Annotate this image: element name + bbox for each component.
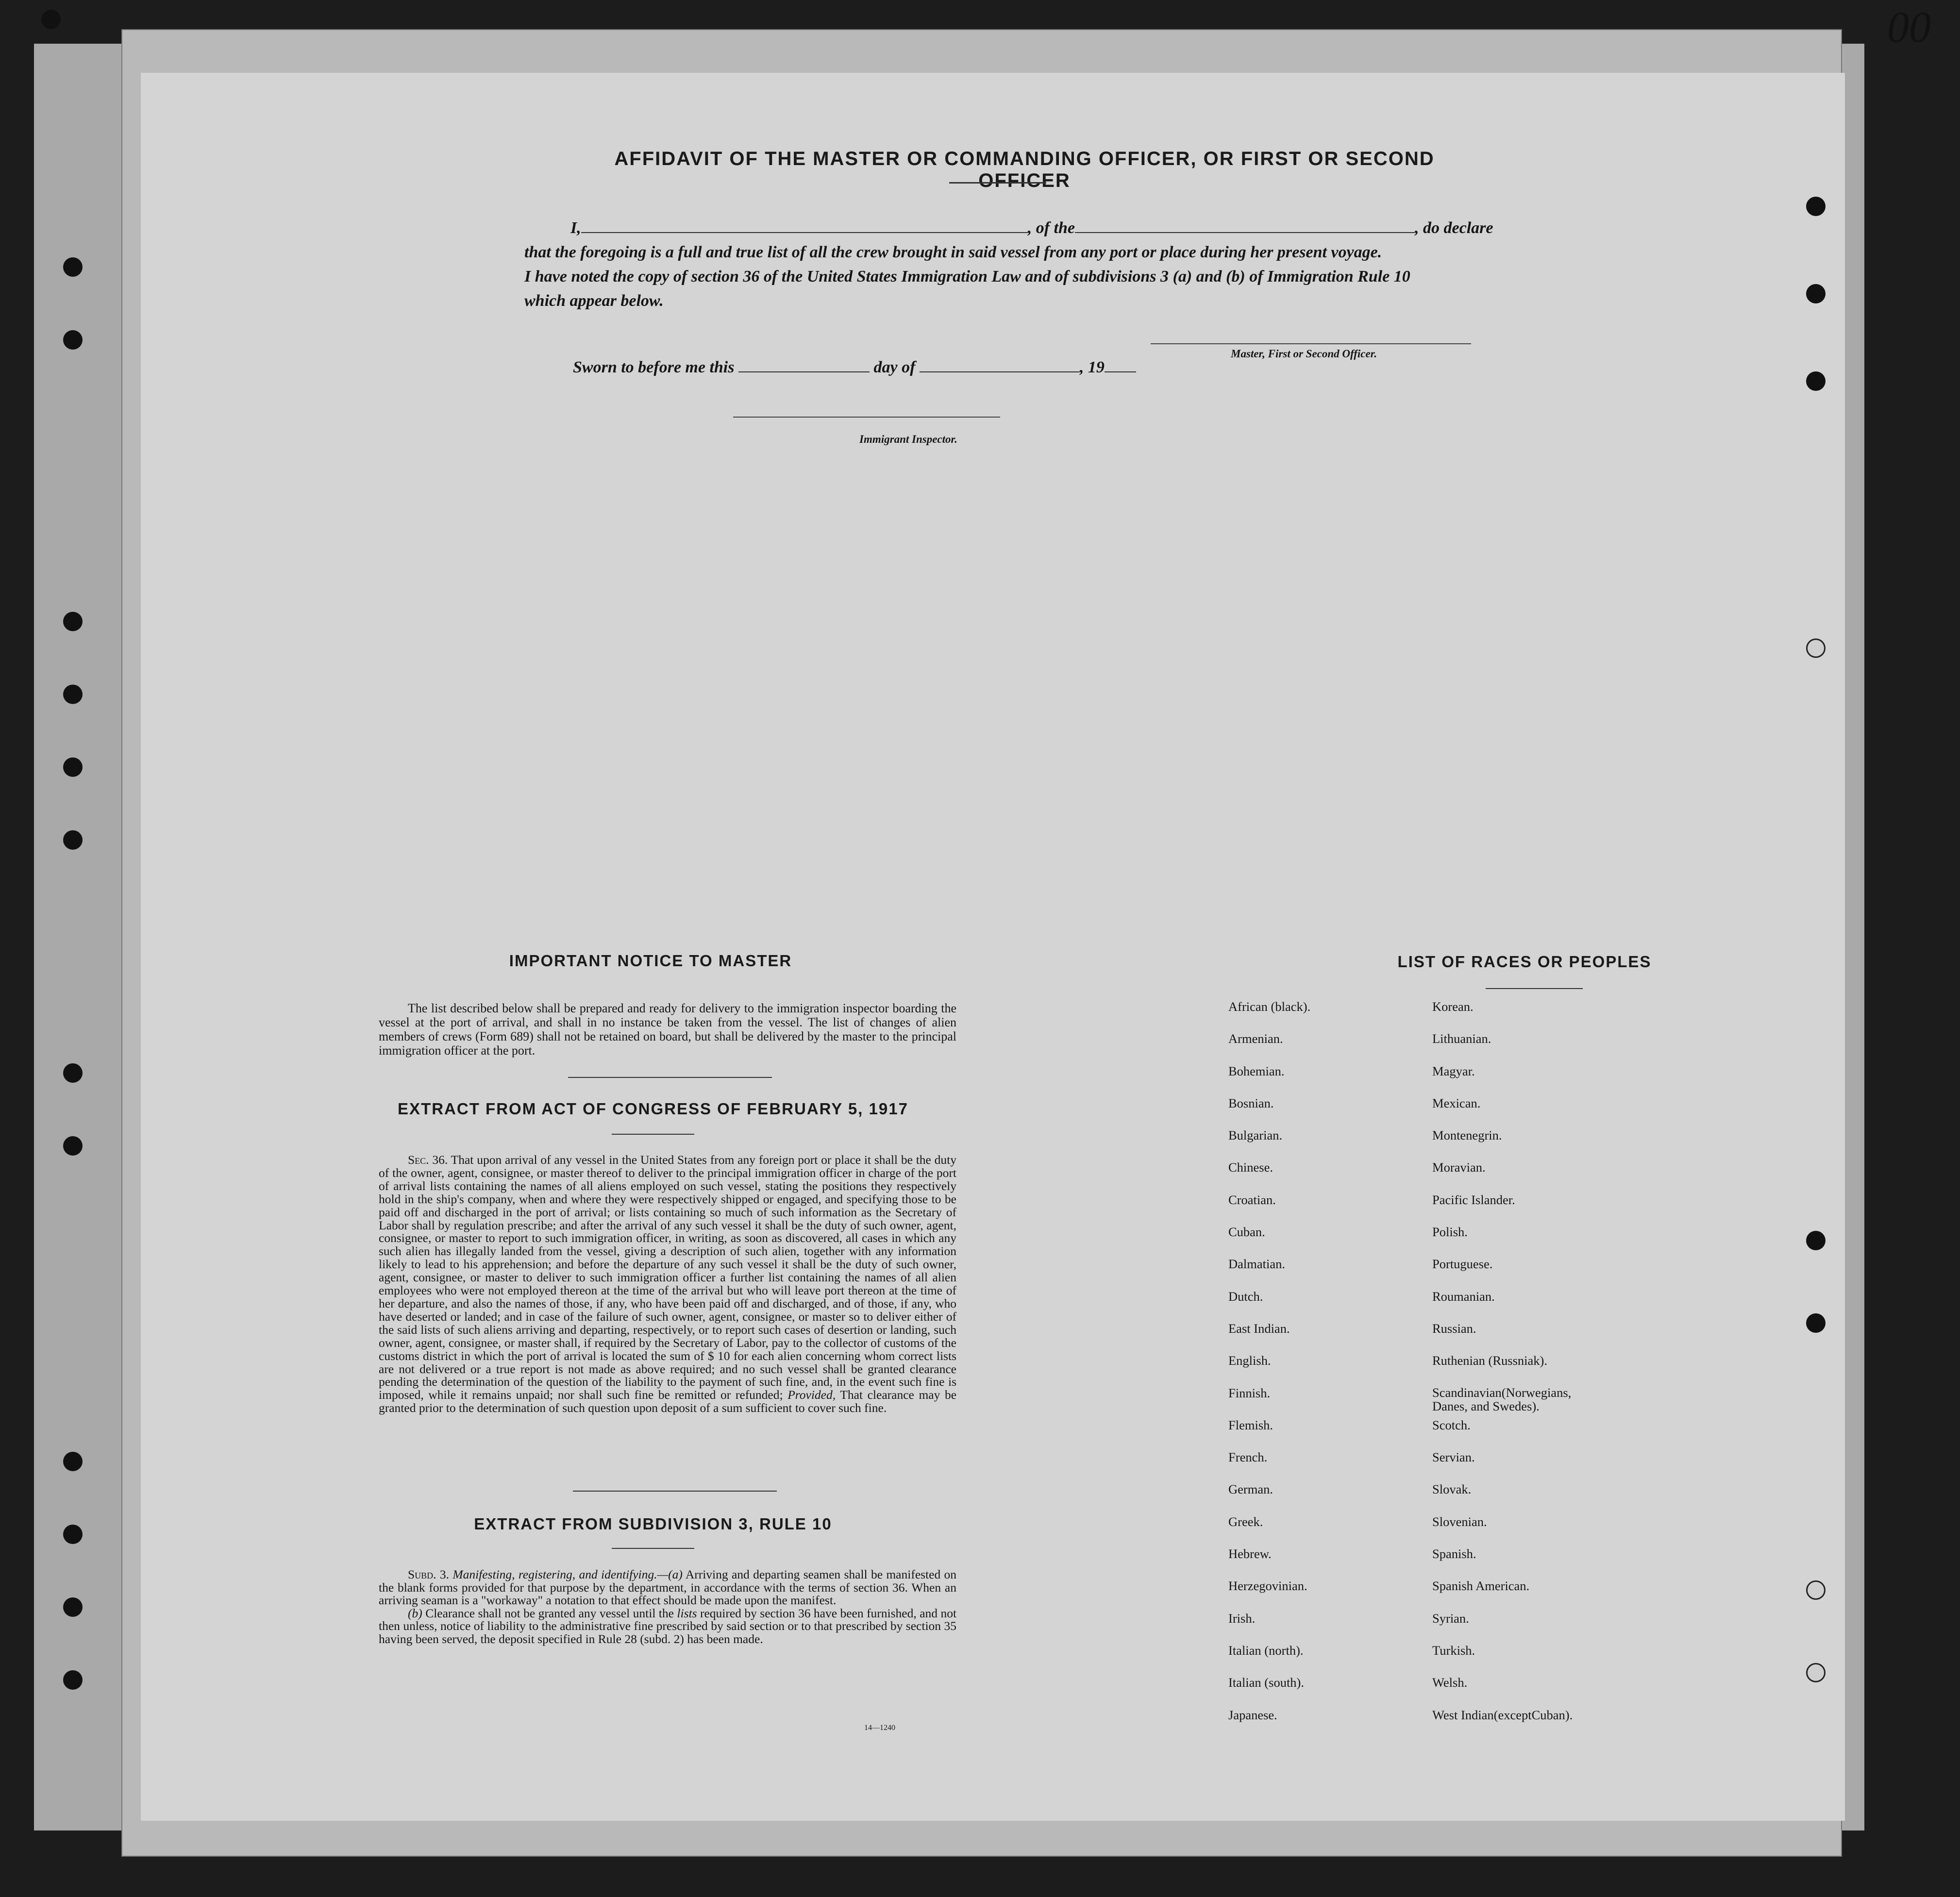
race-item: French. xyxy=(1228,1450,1268,1465)
subd-part-b-1: Clearance shall not be granted any vessel until the xyxy=(425,1606,674,1620)
punch-hole xyxy=(63,757,83,777)
race-item: Herzegovinian. xyxy=(1228,1578,1307,1594)
subd-part-b-lists: lists xyxy=(677,1606,697,1620)
race-item: Servian. xyxy=(1432,1450,1475,1465)
races-title: LIST OF RACES OR PEOPLES xyxy=(1397,953,1652,971)
punch-hole xyxy=(63,1452,83,1471)
sworn-year: , 19 xyxy=(1079,358,1105,376)
race-item: Bosnian. xyxy=(1228,1095,1274,1110)
inspector-caption: Immigrant Inspector. xyxy=(859,433,957,445)
act-extract-rule xyxy=(612,1134,694,1135)
race-item: Spanish. xyxy=(1432,1546,1476,1561)
master-signature-line xyxy=(1151,343,1471,344)
affidavit-line-4: which appear below. xyxy=(524,292,664,310)
punch-hole xyxy=(1806,371,1826,391)
affidavit-line-1 xyxy=(524,216,1549,240)
punch-hole xyxy=(1806,638,1826,658)
name-blank xyxy=(581,218,1028,233)
race-item: Magyar. xyxy=(1432,1063,1475,1078)
rule-extract-rule xyxy=(612,1548,694,1549)
punch-hole xyxy=(41,10,61,29)
notice-rule xyxy=(568,1077,772,1078)
race-item: Chinese. xyxy=(1228,1160,1273,1175)
subdivision-3-text xyxy=(379,1568,956,1645)
subd-part-b-2: required by section 36 have been furnished, and not then unless, notice of liability to the administrative fine prescribed by said section or to that prescribed by section 35 having been served, the deposit specified in Rule 28 (subd. 2) has been made. xyxy=(379,1606,957,1646)
title-rule xyxy=(949,182,1046,184)
race-item: Hebrew. xyxy=(1228,1546,1272,1561)
section-label: Sec. 36. xyxy=(408,1153,448,1167)
race-item: Croatian. xyxy=(1228,1192,1276,1207)
punch-hole xyxy=(63,1670,83,1690)
race-item: Lithuanian. xyxy=(1432,1031,1491,1046)
affidavit-text xyxy=(524,216,1549,313)
race-item: East Indian. xyxy=(1228,1321,1290,1336)
affidavit-i: I, xyxy=(570,219,581,237)
punch-hole xyxy=(63,685,83,704)
punch-hole xyxy=(63,830,83,850)
race-item: African (black). xyxy=(1228,999,1311,1014)
punch-hole xyxy=(1806,197,1826,216)
punch-hole xyxy=(1806,1313,1826,1333)
race-item: German. xyxy=(1228,1482,1273,1497)
section-36-main: That upon arrival of any vessel in the United States from any foreign port or place it shall be the duty of the owner, agent, consignee, or master thereof to deliver to the principal immigration officer in charge of the port of arrival lists containing the names of all aliens employed on such vessel, stating the positions they respectively hold in the ship's company, when and where they were respectively shipped or engaged, and specifying those to be paid off and discharged in the port of arrival; or lists containing so much of such information as the Secretary of Labor shall by regulation prescribe; and after the arrival of any such vessel it shall be the duty of such owner, agent, consignee, or master to report to such immigration officer, in writing, as soon as discovered, all cases in which any such alien has illegally landed from the vessel, giving a description of such alien, together with any information likely to lead to his apprehension; and before the departure of any such vessel it shall be the duty of such owner, agent, consignee, or master to deliver to such immigration officer a further list containing the names of all alien employees who were not employed thereon at the time of the arrival but who will leave port thereon at the time of her departure, and also the names of those, if any, who have been paid off and discharged, and of those, if any, who have deserted or landed; and in case of the failure of such owner, agent, consignee, or master so to deliver either of the said lists of such aliens arriving and departing, respectively, or to report such cases of desertion or landing, such owner, agent, consignee, or master shall, if required by the Secretary of Labor, pay to the collector of customs of the customs district in which the port of arrival is located the sum of $ 10 for each alien concerning whom correct lists are not delivered or a true report is not made as above required; and no such vessel shall be granted clearance pending the determination of the question of the liability to the payment of such fine, and, in the event such fine is imposed, while it remains unpaid; nor shall such fine be remitted or refunded; xyxy=(379,1153,957,1402)
act-extract-title: EXTRACT FROM ACT OF CONGRESS OF FEBRUARY 5, 1917 xyxy=(398,1100,908,1118)
race-item: Montenegrin. xyxy=(1432,1128,1502,1143)
race-item: Polish. xyxy=(1432,1225,1468,1240)
race-item: Bohemian. xyxy=(1228,1063,1285,1078)
race-item: Ruthenian (Russniak). xyxy=(1432,1353,1547,1368)
race-item: Flemish. xyxy=(1228,1417,1273,1432)
punch-hole xyxy=(63,1136,83,1156)
race-item: Moravian. xyxy=(1432,1160,1486,1175)
race-item: Korean. xyxy=(1432,999,1474,1014)
subd-part-a: Arriving and departing seamen shall be manifested on the blank forms provided for that purpose by the department, in accordance with the terms of section 36. When an arriving seaman is a "workaway" a notation to that effect should be made upon the manifest. xyxy=(379,1567,957,1607)
race-item: Syrian. xyxy=(1432,1611,1469,1626)
punch-hole xyxy=(63,1525,83,1544)
race-item: Irish. xyxy=(1228,1611,1256,1626)
race-item: West Indian(exceptCuban). xyxy=(1432,1707,1573,1722)
punch-hole xyxy=(63,257,83,277)
section-36-end: That clearance may be granted prior to the determination of such question upon deposit of a sum sufficient to cover such fine. xyxy=(379,1388,957,1415)
punch-hole xyxy=(63,1597,83,1617)
section-36-text xyxy=(379,1154,956,1415)
act-extract-end-rule xyxy=(573,1491,777,1492)
race-item: Italian (north). xyxy=(1228,1643,1304,1658)
document-page xyxy=(141,73,1845,1821)
race-item: Pacific Islander. xyxy=(1432,1192,1515,1207)
affidavit-line-2: that the foregoing is a full and true list of all the crew brought in said vessel from any port or place during her present voyage. xyxy=(524,243,1382,261)
affidavit-declare: , do declare xyxy=(1415,219,1493,237)
master-caption: Master, First or Second Officer. xyxy=(1231,348,1377,360)
race-item: Russian. xyxy=(1432,1321,1476,1336)
subd-part-b-label: (b) xyxy=(408,1606,422,1620)
punch-hole xyxy=(1806,284,1826,303)
affidavit-of-the: , of the xyxy=(1027,219,1075,237)
sworn-day-of: day of xyxy=(873,358,916,376)
race-item: Italian (south). xyxy=(1228,1675,1305,1690)
race-item: Dutch. xyxy=(1228,1289,1263,1304)
race-item: Finnish. xyxy=(1228,1385,1271,1400)
race-item: Mexican. xyxy=(1432,1095,1481,1110)
races-left-column xyxy=(1228,999,1310,1740)
punch-hole xyxy=(1806,1231,1826,1250)
subd-heading: Manifesting, registering, and identifying.—(a) xyxy=(452,1567,683,1581)
inspector-signature-line xyxy=(733,417,1000,418)
race-item: Dalmatian. xyxy=(1228,1257,1285,1272)
race-item: Japanese. xyxy=(1228,1707,1277,1722)
notice-title: IMPORTANT NOTICE TO MASTER xyxy=(509,952,792,970)
race-item: Scotch. xyxy=(1432,1417,1471,1432)
punch-hole xyxy=(1806,1580,1826,1600)
race-item: Welsh. xyxy=(1432,1675,1468,1690)
sworn-month-blank xyxy=(920,357,1080,372)
punch-hole xyxy=(63,612,83,631)
rule-extract-title: EXTRACT FROM SUBDIVISION 3, RULE 10 xyxy=(474,1515,832,1533)
page-number-mark: 00 xyxy=(1887,3,1931,51)
notice-body: The list described below shall be prepared and ready for delivery to the immigration inspector boarding the vessel at the port of arrival, and shall in no instance be taken from the vessel. The list of changes of alien members of crews (Form 689) shall not be retained on board, but shall be delivered by the master to the principal immigration officer at the port. xyxy=(379,1001,956,1058)
vessel-blank xyxy=(1075,218,1415,233)
races-right-column xyxy=(1432,999,1607,1740)
race-item: Roumanian. xyxy=(1432,1289,1495,1304)
race-item: Cuban. xyxy=(1228,1225,1265,1240)
punch-hole xyxy=(63,1063,83,1083)
race-item: Spanish American. xyxy=(1432,1578,1530,1594)
race-item: Bulgarian. xyxy=(1228,1128,1283,1143)
race-item: Slovenian. xyxy=(1432,1514,1487,1529)
punch-hole xyxy=(1806,1663,1826,1682)
sworn-line xyxy=(573,357,1136,377)
race-item: Armenian. xyxy=(1228,1031,1283,1046)
provided-word: Provided, xyxy=(787,1388,836,1402)
race-item: Slovak. xyxy=(1432,1482,1472,1497)
sworn-day-blank xyxy=(738,357,870,372)
races-rule xyxy=(1486,988,1583,989)
sworn-year-blank xyxy=(1105,357,1136,372)
form-number: 14—1240 xyxy=(864,1724,895,1732)
sworn-prefix: Sworn to before me this xyxy=(573,358,735,376)
subd-label: Subd. 3. xyxy=(408,1567,449,1581)
race-item: Turkish. xyxy=(1432,1643,1475,1658)
race-item: Greek. xyxy=(1228,1514,1263,1529)
race-item: Portuguese. xyxy=(1432,1257,1493,1272)
affidavit-title: AFFIDAVIT OF THE MASTER OR COMMANDING OFFICER, OR FIRST OR SECOND OFFICER xyxy=(614,148,1435,191)
punch-hole xyxy=(63,330,83,350)
race-item: English. xyxy=(1228,1353,1271,1368)
affidavit-line-3: I have noted the copy of section 36 of the United States Immigration Law and of subdivisions 3 (a) and (b) of Immigration Rule 10 xyxy=(524,268,1410,285)
race-item: Scandinavian(Norwegians, Danes, and Swedes). xyxy=(1432,1385,1572,1413)
